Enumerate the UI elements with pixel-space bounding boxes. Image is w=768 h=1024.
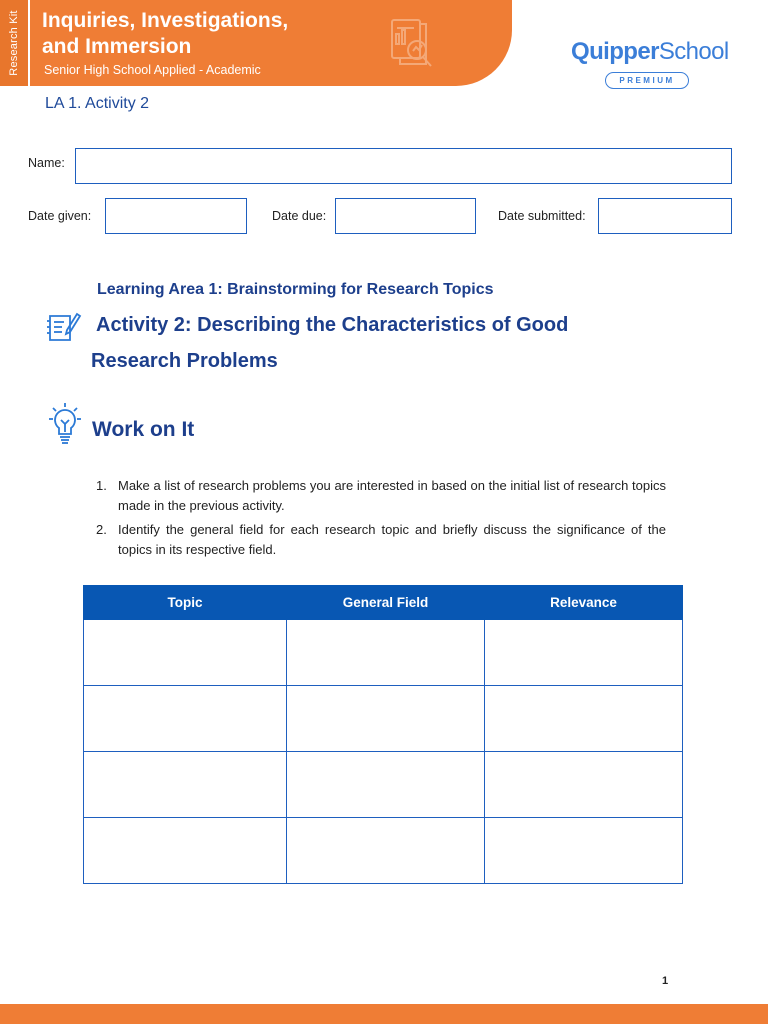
date-due-label: Date due: [272, 209, 327, 223]
table-header-row [84, 586, 683, 620]
lightbulb-icon [49, 402, 81, 451]
topic-cell[interactable] [84, 818, 287, 884]
table-row [84, 686, 683, 752]
notebook-pencil-icon [47, 308, 83, 349]
header-relevance: Relevance [485, 586, 683, 620]
date-submitted-field[interactable] [598, 198, 732, 234]
quipper-school-logo [571, 38, 729, 89]
table-row [84, 818, 683, 884]
learning-area-title: Learning Area 1: Brainstorming for Research Topics [97, 281, 494, 298]
list-item: 1. Make a list of research problems you are interested in based on the initial list of research topics made in the previous activity. [96, 478, 666, 513]
date-given-label: Date given: [28, 209, 92, 223]
date-given-field[interactable] [105, 198, 247, 234]
instruction-list [96, 476, 666, 564]
relevance-cell[interactable] [485, 620, 683, 686]
document-code: LA 1. Activity 2 [45, 95, 150, 112]
table-row [84, 752, 683, 818]
date-due-field[interactable] [335, 198, 476, 234]
research-document-icon [384, 14, 440, 79]
date-submitted-label: Date submitted: [498, 209, 586, 223]
table-row [84, 620, 683, 686]
list-item: 2. Identify the general field for each research topic and briefly discuss the significance of the topics in its respective field. [96, 522, 666, 557]
topics-table [83, 585, 683, 884]
activity-title: Activity 2: Describing the Characteristics of Good Research Problems [91, 314, 569, 372]
relevance-cell[interactable] [485, 752, 683, 818]
general-field-cell[interactable] [287, 818, 485, 884]
research-kit-tab [0, 0, 28, 86]
topic-cell[interactable] [84, 752, 287, 818]
topic-cell[interactable] [84, 686, 287, 752]
relevance-cell[interactable] [485, 686, 683, 752]
course-title: Inquiries, Investigations, and Immersion [42, 9, 289, 58]
footer-bar [0, 1004, 768, 1024]
page-number: 1 [662, 975, 669, 987]
research-kit-label: Research Kit [8, 10, 20, 76]
header-topic: Topic [84, 586, 287, 620]
general-field-cell[interactable] [287, 620, 485, 686]
premium-badge: PREMIUM [605, 72, 689, 89]
relevance-cell[interactable] [485, 818, 683, 884]
section-title: Work on It [92, 418, 195, 441]
header-banner [30, 0, 512, 86]
header-general-field: General Field [287, 586, 485, 620]
general-field-cell[interactable] [287, 752, 485, 818]
name-field[interactable] [75, 148, 732, 184]
topic-cell[interactable] [84, 620, 287, 686]
course-subtitle: Senior High School Applied - Academic [44, 63, 261, 77]
logo-wordmark: QuipperSchool [571, 38, 729, 65]
general-field-cell[interactable] [287, 686, 485, 752]
name-label: Name: [28, 156, 65, 170]
